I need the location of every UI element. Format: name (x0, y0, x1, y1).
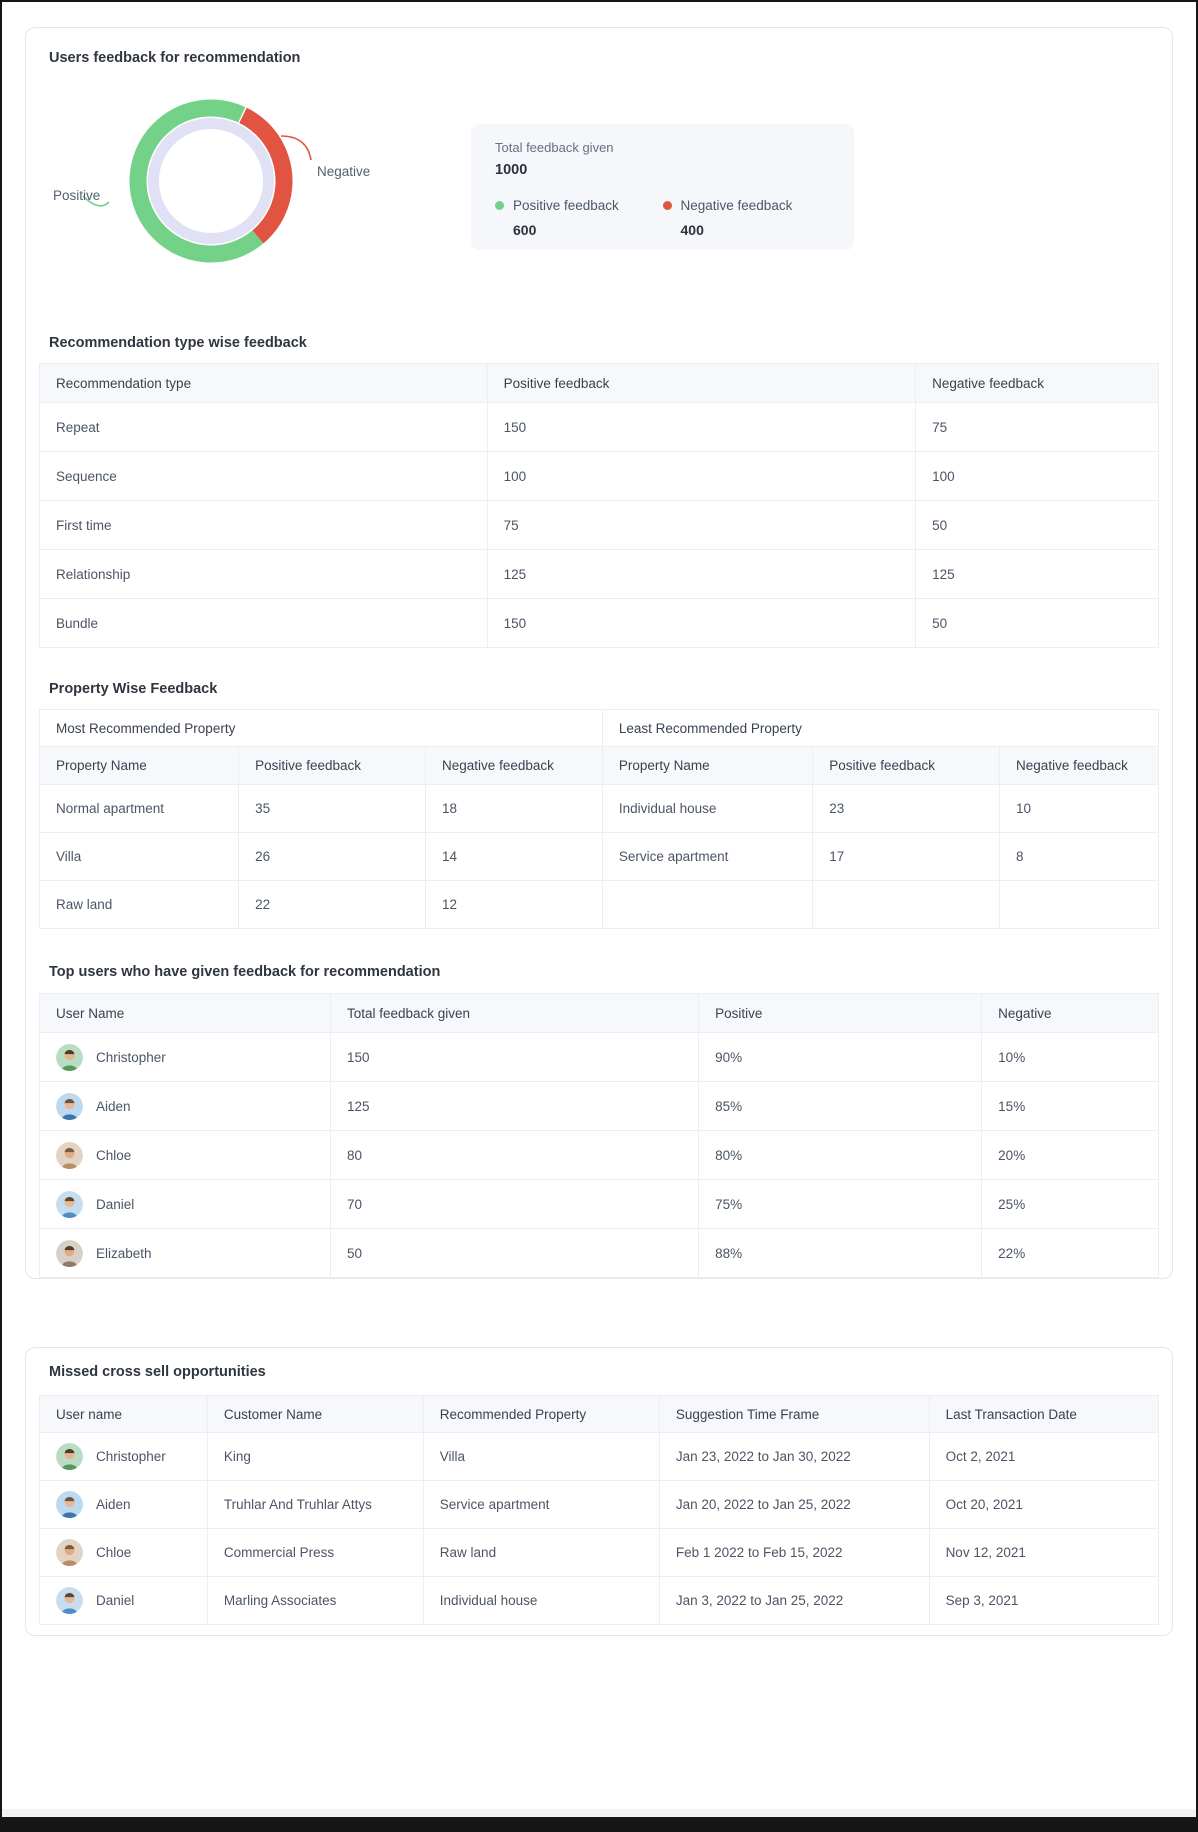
negative-cell: 125 (916, 550, 1159, 599)
property-name-cell: Service apartment (602, 833, 812, 881)
top-users-table (39, 993, 1159, 1278)
positive-legend-label: Positive feedback (513, 198, 619, 213)
col-header-suggestion-time-frame[interactable]: Suggestion Time Frame (659, 1396, 929, 1433)
customer-name-cell: Truhlar And Truhlar Attys (207, 1481, 423, 1529)
col-header-user-name[interactable]: User name (40, 1396, 208, 1433)
table-row[interactable] (40, 1577, 1159, 1625)
positive-cell: 125 (487, 550, 916, 599)
positive-legend-item (495, 198, 663, 238)
positive-feedback-value: 600 (513, 222, 537, 238)
col-header-negative-feedback[interactable]: Negative feedback (1000, 747, 1159, 785)
property-feedback-table (39, 709, 1159, 929)
donut-inner-ring (154, 124, 269, 239)
negative-cell: 8 (1000, 833, 1159, 881)
col-header-customer-name[interactable]: Customer Name (207, 1396, 423, 1433)
positive-pct-cell: 75% (699, 1180, 982, 1229)
positive-cell: 35 (239, 785, 426, 833)
col-header-positive-feedback[interactable]: Positive feedback (239, 747, 426, 785)
positive-pct-cell: 90% (699, 1033, 982, 1082)
group-header-least-recommended: Least Recommended Property (602, 710, 1158, 747)
missed-cross-sell-card (25, 1347, 1173, 1636)
avatar (56, 1539, 83, 1566)
property-name-cell (602, 881, 812, 929)
user-name: Chloe (96, 1147, 132, 1163)
negative-pct-cell: 25% (982, 1180, 1159, 1229)
avatar (56, 1443, 83, 1470)
table-header-row (40, 1396, 1159, 1433)
negative-cell: 12 (426, 881, 603, 929)
positive-legend-dot-icon (495, 201, 504, 210)
negative-pct-cell: 20% (982, 1131, 1159, 1180)
negative-cell: 50 (916, 501, 1159, 550)
suggestion-time-frame-cell: Jan 23, 2022 to Jan 30, 2022 (659, 1433, 929, 1481)
property-name-cell: Individual house (602, 785, 812, 833)
col-header-last-transaction-date[interactable]: Last Transaction Date (929, 1396, 1158, 1433)
missed-cross-sell-title: Missed cross sell opportunities (49, 1364, 266, 1380)
user-name: Aiden (96, 1497, 131, 1512)
table-header-row (40, 364, 1159, 403)
total-feedback-cell: 150 (330, 1033, 698, 1082)
feedback-dashboard-card (25, 27, 1173, 1279)
table-row[interactable] (40, 403, 1159, 452)
total-feedback-cell: 125 (330, 1082, 698, 1131)
positive-pct-cell: 85% (699, 1082, 982, 1131)
col-header-negative[interactable]: Negative (982, 994, 1159, 1033)
property-feedback-section-title: Property Wise Feedback (49, 681, 218, 697)
rec-type-cell: Bundle (40, 599, 488, 648)
positive-slice-label: Positive (53, 188, 101, 203)
avatar (56, 1587, 83, 1614)
positive-cell: 26 (239, 833, 426, 881)
user-name: Daniel (96, 1593, 135, 1608)
table-row[interactable] (40, 1033, 1159, 1082)
user-name: Aiden (96, 1098, 131, 1114)
user-name: Elizabeth (96, 1245, 152, 1261)
footer-bar (2, 1817, 1196, 1830)
col-header-positive-feedback[interactable]: Positive feedback (487, 364, 916, 403)
negative-cell (1000, 881, 1159, 929)
avatar (56, 1093, 83, 1120)
user-name: Christopher (96, 1049, 166, 1065)
negative-legend-dot-icon (663, 201, 672, 210)
negative-feedback-value: 400 (680, 222, 704, 238)
negative-cell: 75 (916, 403, 1159, 452)
negative-legend-item (663, 198, 831, 238)
positive-cell: 150 (487, 403, 916, 452)
table-row[interactable] (40, 1229, 1159, 1278)
customer-name-cell: Commercial Press (207, 1529, 423, 1577)
rec-type-cell: Relationship (40, 550, 488, 599)
col-header-positive[interactable]: Positive (699, 994, 982, 1033)
rec-type-table (39, 363, 1159, 648)
feedback-donut-chart (39, 74, 1159, 302)
positive-cell: 75 (487, 501, 916, 550)
table-row[interactable] (40, 1131, 1159, 1180)
negative-pct-cell: 15% (982, 1082, 1159, 1131)
avatar (56, 1191, 83, 1218)
col-header-total-feedback[interactable]: Total feedback given (330, 994, 698, 1033)
col-header-property-name[interactable]: Property Name (602, 747, 812, 785)
table-row[interactable] (40, 1529, 1159, 1577)
table-row[interactable] (40, 1082, 1159, 1131)
total-feedback-value: 1000 (495, 162, 528, 178)
col-header-positive-feedback[interactable]: Positive feedback (813, 747, 1000, 785)
suggestion-time-frame-cell: Jan 20, 2022 to Jan 25, 2022 (659, 1481, 929, 1529)
recommended-property-cell: Individual house (423, 1577, 659, 1625)
suggestion-time-frame-cell: Jan 3, 2022 to Jan 25, 2022 (659, 1577, 929, 1625)
positive-cell: 100 (487, 452, 916, 501)
feedback-summary-panel (471, 124, 854, 250)
positive-cell: 17 (813, 833, 1000, 881)
table-row[interactable] (40, 1433, 1159, 1481)
top-users-section-title: Top users who have given feedback for recommendation (49, 964, 441, 980)
property-name-cell: Normal apartment (40, 785, 239, 833)
missed-cross-sell-table (39, 1395, 1159, 1625)
total-feedback-cell: 70 (330, 1180, 698, 1229)
property-name-cell: Raw land (40, 881, 239, 929)
col-header-recommended-property[interactable]: Recommended Property (423, 1396, 659, 1433)
avatar (56, 1491, 83, 1518)
rec-type-cell: Sequence (40, 452, 488, 501)
avatar (56, 1142, 83, 1169)
rec-type-cell: Repeat (40, 403, 488, 452)
last-transaction-date-cell: Nov 12, 2021 (929, 1529, 1158, 1577)
positive-cell: 23 (813, 785, 1000, 833)
avatar (56, 1044, 83, 1071)
positive-pct-cell: 80% (699, 1131, 982, 1180)
negative-slice-label: Negative (317, 164, 371, 179)
table-row[interactable] (40, 452, 1159, 501)
footer-strip (2, 1809, 1196, 1817)
avatar (56, 1240, 83, 1267)
table-row[interactable] (40, 1481, 1159, 1529)
table-row[interactable] (40, 881, 1159, 929)
total-feedback-label: Total feedback given (495, 140, 614, 155)
table-row[interactable] (40, 1180, 1159, 1229)
page-title: Users feedback for recommendation (49, 50, 301, 66)
table-row[interactable] (40, 550, 1159, 599)
col-header-negative-feedback[interactable]: Negative feedback (426, 747, 603, 785)
negative-cell: 18 (426, 785, 603, 833)
user-name: Daniel (96, 1196, 135, 1212)
negative-legend-label: Negative feedback (680, 198, 793, 213)
table-row[interactable] (40, 599, 1159, 648)
negative-cell: 100 (916, 452, 1159, 501)
negative-cell: 14 (426, 833, 603, 881)
positive-cell: 22 (239, 881, 426, 929)
rec-type-cell: First time (40, 501, 488, 550)
customer-name-cell: Marling Associates (207, 1577, 423, 1625)
user-name: Christopher (96, 1449, 166, 1464)
group-header-row (40, 710, 1159, 747)
table-row[interactable] (40, 785, 1159, 833)
col-header-property-name[interactable]: Property Name (40, 747, 239, 785)
col-header-recommendation-type[interactable]: Recommendation type (40, 364, 488, 403)
recommended-property-cell: Raw land (423, 1529, 659, 1577)
negative-pct-cell: 22% (982, 1229, 1159, 1278)
recommended-property-cell: Villa (423, 1433, 659, 1481)
last-transaction-date-cell: Oct 20, 2021 (929, 1481, 1158, 1529)
negative-pct-cell: 10% (982, 1033, 1159, 1082)
col-header-user-name[interactable]: User Name (40, 994, 331, 1033)
group-header-most-recommended: Most Recommended Property (40, 710, 603, 747)
negative-cell: 10 (1000, 785, 1159, 833)
last-transaction-date-cell: Sep 3, 2021 (929, 1577, 1158, 1625)
table-row[interactable] (40, 501, 1159, 550)
total-feedback-cell: 80 (330, 1131, 698, 1180)
table-row[interactable] (40, 833, 1159, 881)
suggestion-time-frame-cell: Feb 1 2022 to Feb 15, 2022 (659, 1529, 929, 1577)
negative-cell: 50 (916, 599, 1159, 648)
positive-cell (813, 881, 1000, 929)
total-feedback-cell: 50 (330, 1229, 698, 1278)
table-header-row (40, 747, 1159, 785)
property-name-cell: Villa (40, 833, 239, 881)
table-header-row (40, 994, 1159, 1033)
positive-pct-cell: 88% (699, 1229, 982, 1278)
last-transaction-date-cell: Oct 2, 2021 (929, 1433, 1158, 1481)
customer-name-cell: King (207, 1433, 423, 1481)
recommended-property-cell: Service apartment (423, 1481, 659, 1529)
col-header-negative-feedback[interactable]: Negative feedback (916, 364, 1159, 403)
user-name: Chloe (96, 1545, 132, 1560)
rec-type-section-title: Recommendation type wise feedback (49, 335, 307, 351)
positive-cell: 150 (487, 599, 916, 648)
